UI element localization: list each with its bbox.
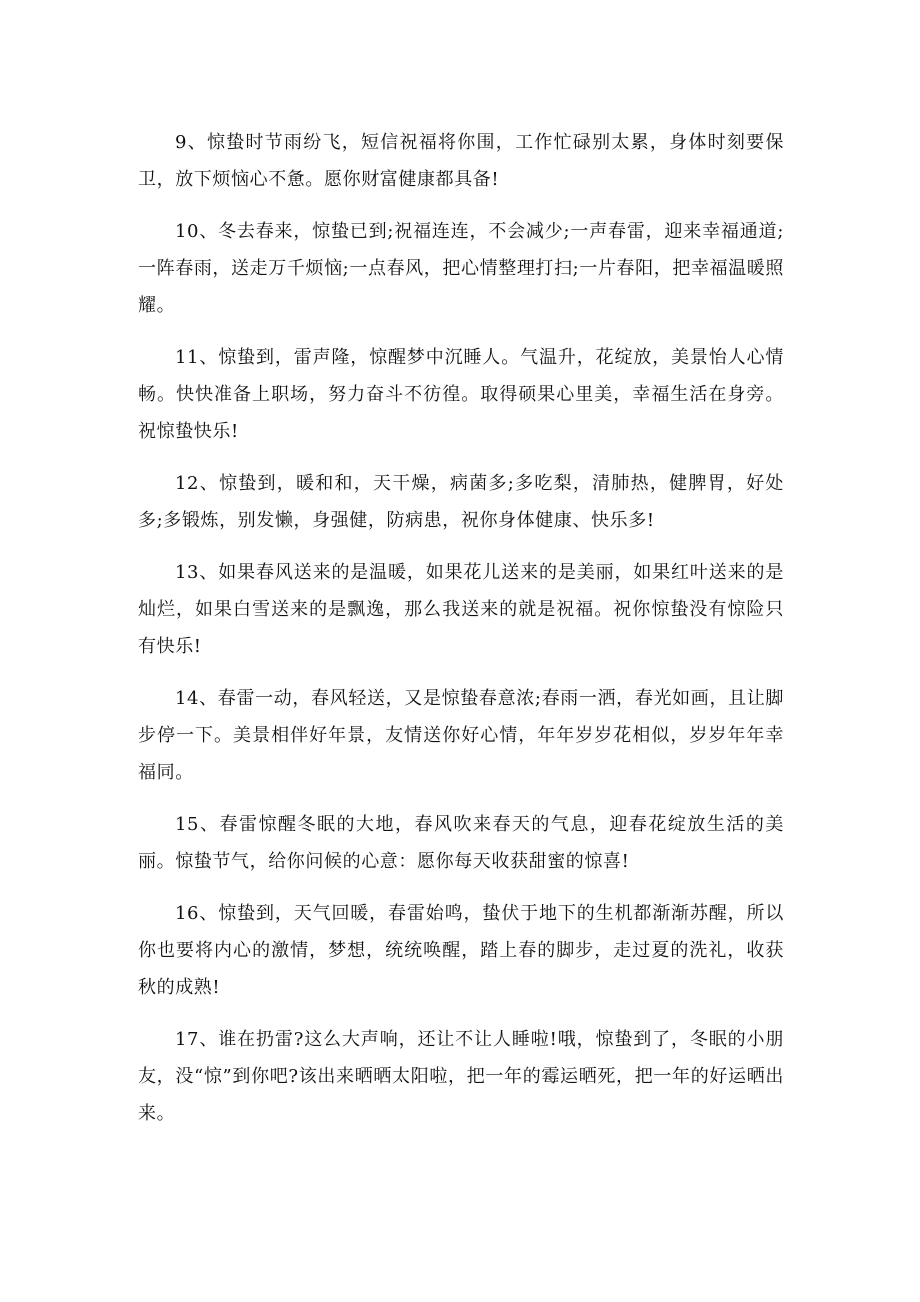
paragraph-11: 11、惊蛰到，雷声隆，惊醒梦中沉睡人。气温升，花绽放，美景怡人心情畅。快快准备上职场，努力奋斗不彷徨。取得硕果心里美，幸福生活在身旁。祝惊蛰快乐! [138,347,784,442]
paragraph-15: 15、春雷惊醒冬眠的大地，春风吹来春天的气息，迎春花绽放生活的美丽。惊蛰节气，给你问候的心意：愿你每天收获甜蜜的惊喜! [138,814,784,872]
document-page [138,124,784,1147]
paragraph-13: 13、如果春风送来的是温暖，如果花儿送来的是美丽，如果红叶送来的是灿烂，如果白雪送来的是飘逸，那么我送来的就是祝福。祝你惊蛰没有惊险只有快乐! [138,562,784,657]
paragraph-10: 10、冬去春来，惊蛰已到;祝福连连，不会减少;一声春雷，迎来幸福通道;一阵春雨，送走万千烦恼;一点春风，把心情整理打扫;一片春阳，把幸福温暖照耀。 [138,221,784,316]
paragraph-16: 16、惊蛰到，天气回暖，春雷始鸣，蛰伏于地下的生机都渐渐苏醒，所以你也要将内心的激情，梦想，统统唤醒，踏上春的脚步，走过夏的洗礼，收获秋的成熟! [138,903,784,998]
paragraph-12: 12、惊蛰到，暖和和，天干燥，病菌多;多吃梨，清肺热，健脾胃，好处多;多锻炼，别发懒，身强健，防病患，祝你身体健康、快乐多! [138,473,784,531]
paragraph-17: 17、谁在扔雷?这么大声响，还让不让人睡啦!哦，惊蛰到了，冬眠的小朋友，没“惊”到你吧?该出来晒晒太阳啦，把一年的霉运晒死，把一年的好运晒出来。 [138,1029,784,1124]
paragraph-9: 9、惊蛰时节雨纷飞，短信祝福将你围，工作忙碌别太累，身体时刻要保卫，放下烦恼心不惫。愿你财富健康都具备! [138,132,784,190]
paragraph-14: 14、春雷一动，春风轻送，又是惊蛰春意浓;春雨一洒，春光如画，且让脚步停一下。美景相伴好年景，友情送你好心情，年年岁岁花相似，岁岁年年幸福同。 [138,688,784,783]
